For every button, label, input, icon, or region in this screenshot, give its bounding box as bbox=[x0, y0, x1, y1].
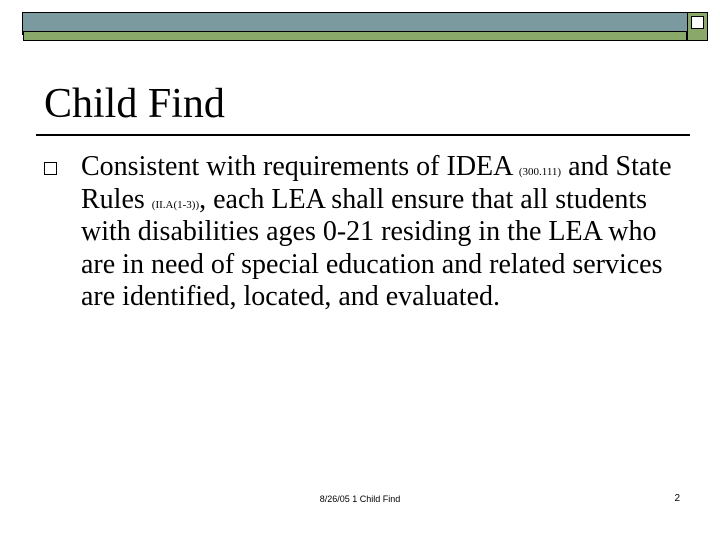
bullet-text bbox=[81, 151, 691, 314]
citation-state-rules: (II.A(1-3)) bbox=[151, 198, 200, 211]
footer-text: 8/26/05 1 Child Find bbox=[319, 494, 401, 504]
bullet-text-part-2: and State Rules bbox=[81, 151, 672, 215]
title-divider bbox=[36, 134, 690, 136]
slide-title: Child Find bbox=[44, 81, 225, 127]
bullet-text-part-3: , each LEA shall ensure that all students with disabilities ages 0-21 residing in the LEA who are in need of special education and related services are identified, located, and evaluated. bbox=[81, 183, 663, 313]
header-accent-band bbox=[23, 31, 687, 41]
header-corner-square-icon bbox=[691, 16, 704, 29]
citation-idea: (300.111) bbox=[518, 166, 562, 178]
bullet-text-part-1: Consistent with requirements of IDEA bbox=[81, 151, 519, 182]
header-corner-box bbox=[687, 12, 708, 41]
slide-number: 2 bbox=[674, 493, 680, 504]
hollow-square-bullet-icon bbox=[44, 162, 57, 175]
